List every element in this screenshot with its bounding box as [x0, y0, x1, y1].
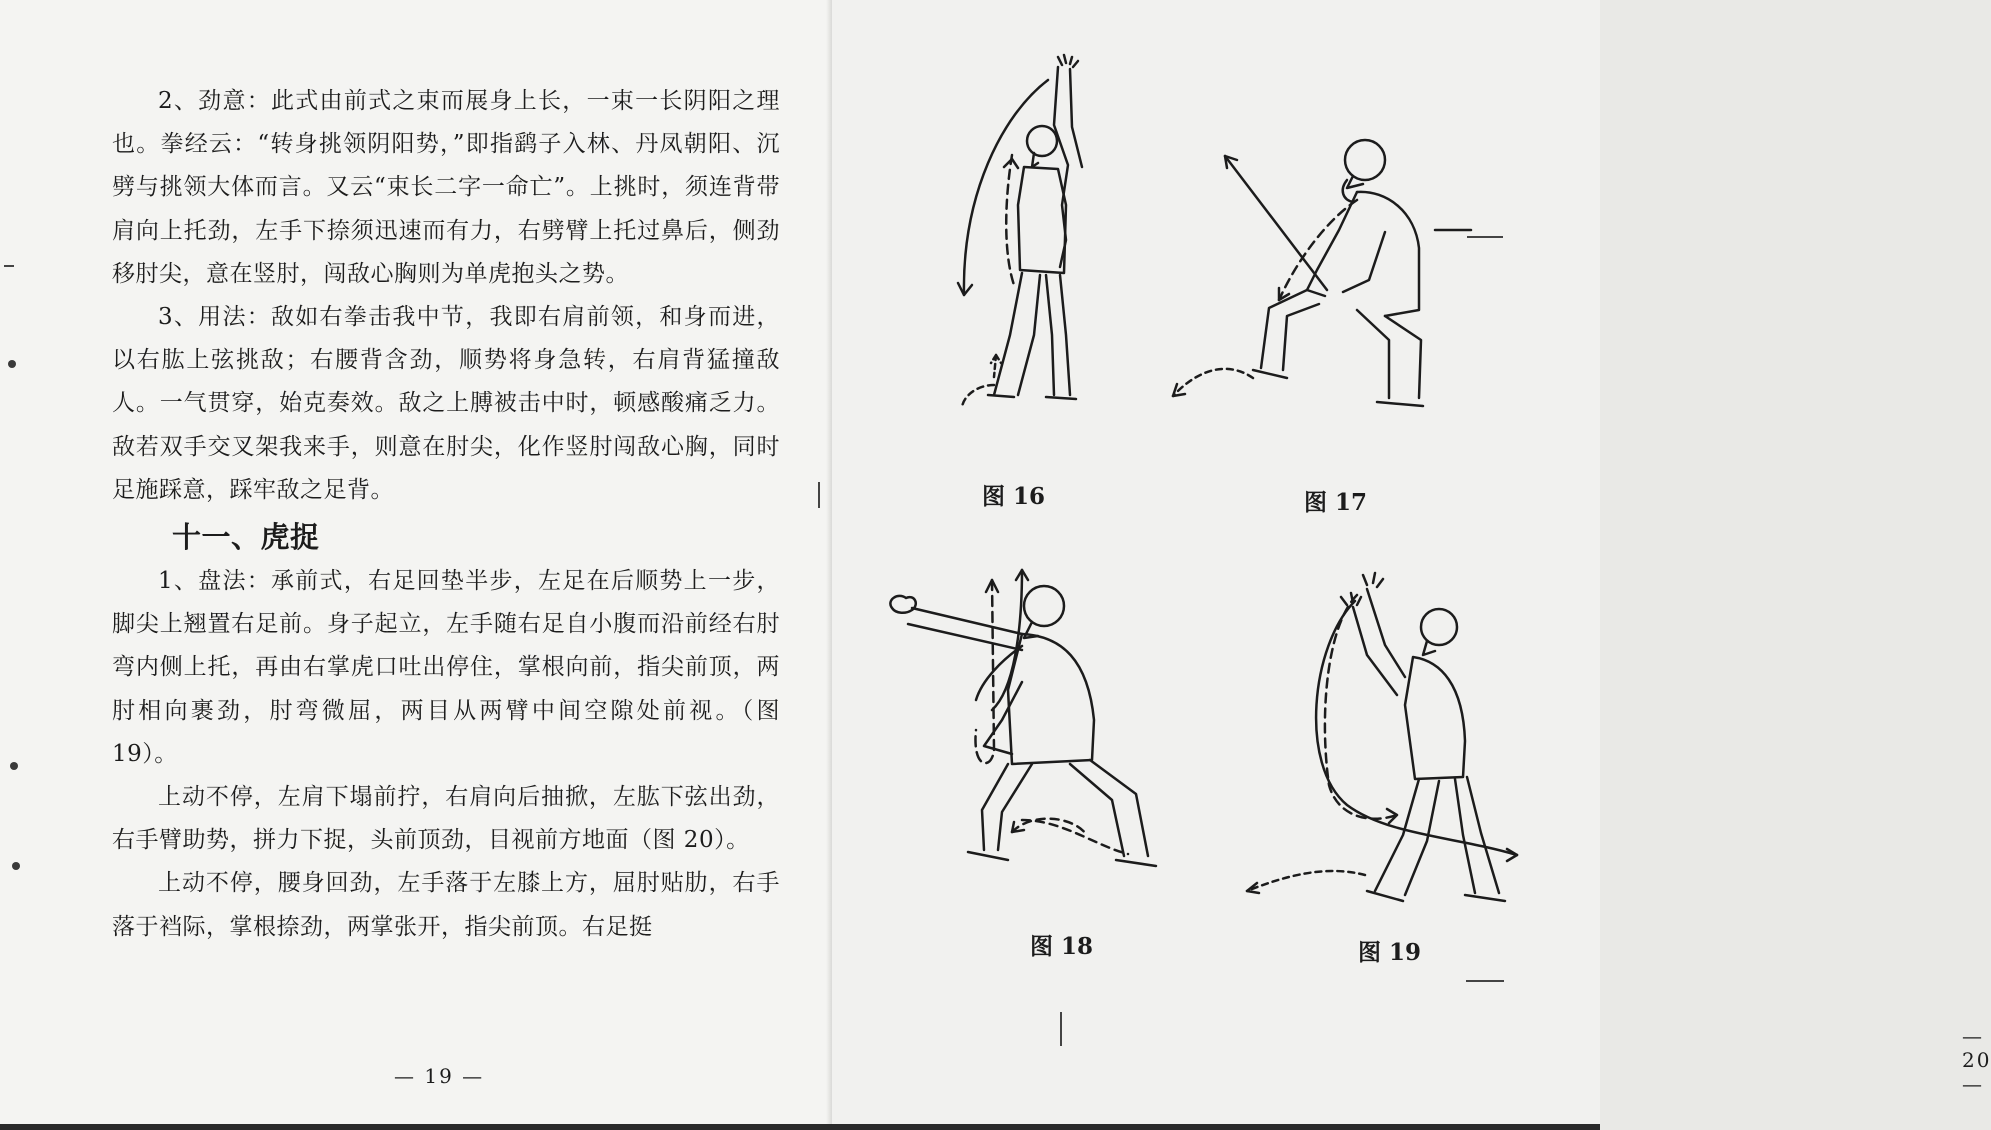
margin-tick — [1060, 1012, 1062, 1046]
margin-tick — [1466, 980, 1504, 982]
binder-hole — [12, 862, 20, 870]
page-number-right: — 20 — — [1962, 1024, 1991, 1096]
margin-tick — [818, 482, 820, 508]
section-heading: 十一、虎捉 — [172, 520, 320, 555]
binder-hole — [10, 762, 18, 770]
figure-horse-stance-icon — [872, 550, 1202, 900]
left-page-text — [112, 80, 780, 949]
paragraph-continue-2: 上动不停，腰身回劲，左手落于左膝上方，屈肘贴肋，右手落于裆际，掌根捺劲，两掌张开，指尖前顶。右足挺 — [112, 870, 780, 940]
binder-hole — [8, 360, 16, 368]
scan-edge — [0, 1124, 1600, 1130]
figure-arm-raised-icon — [942, 55, 1132, 425]
margin-tick — [1467, 236, 1503, 238]
figure-19-caption: 图 19 — [1358, 939, 1422, 966]
margin-tick — [4, 265, 14, 267]
figure-18-caption: 图 18 — [1030, 933, 1094, 960]
figure-crouch-icon — [1157, 120, 1487, 440]
figure-16-caption: 图 16 — [982, 483, 1046, 510]
paragraph-panfa: 1、盘法：承前式，右足回垫半步，左足在后顺势上一步，脚尖上翘置右足前。身子起立，左手随右足自小腹而沿前经右肘弯内侧上托，再由右掌虎口吐出停住，掌根向前，指尖前顶，两肘相向裹劲，肘弯微屈，两目从两臂中间空隙处前视。（图 19）。 — [112, 568, 780, 767]
paragraph-yongfa: 3、用法：敌如右拳击我中节，我即右肩前领，和身而进，以右肱上弦挑敌；右腰背含劲，顺势将身急转，右肩背猛撞敌人。一气贯穿，始克奏效。敌之上膊被击中时，顿感酸痛乏力。敌若双手交叉架我来手，则意在肘尖，化作竖肘闯敌心胸，同时足施踩意，踩牢敌之足背。 — [112, 304, 780, 503]
figure-17-caption: 图 17 — [1304, 489, 1368, 516]
page-number-left: — 19 — — [394, 1064, 485, 1088]
paragraph-continue-1: 上动不停，左肩下塌前拧，右肩向后抽掀，左肱下弦出劲，右手臂助势，拼力下捉，头前顶劲，目视前方地面（图 20）。 — [112, 784, 780, 854]
right-page — [832, 0, 1991, 1130]
left-page — [0, 0, 832, 1130]
figure-hands-up-icon — [1227, 565, 1517, 925]
paragraph-jinyi: 2、劲意：此式由前式之束而展身上长，一束一长阴阳之理也。拳经云：“转身挑领阴阳势，”即指鹞子入林、丹凤朝阳、沉劈与挑领大体而言。又云“束长二字一命亡”。上挑时，须连背带肩向上托劲，左手下捺须迅速而有力，右劈臂上托过鼻后，侧劲移肘尖，意在竖肘，闯敌心胸则为单虎抱头之势。 — [112, 88, 780, 287]
